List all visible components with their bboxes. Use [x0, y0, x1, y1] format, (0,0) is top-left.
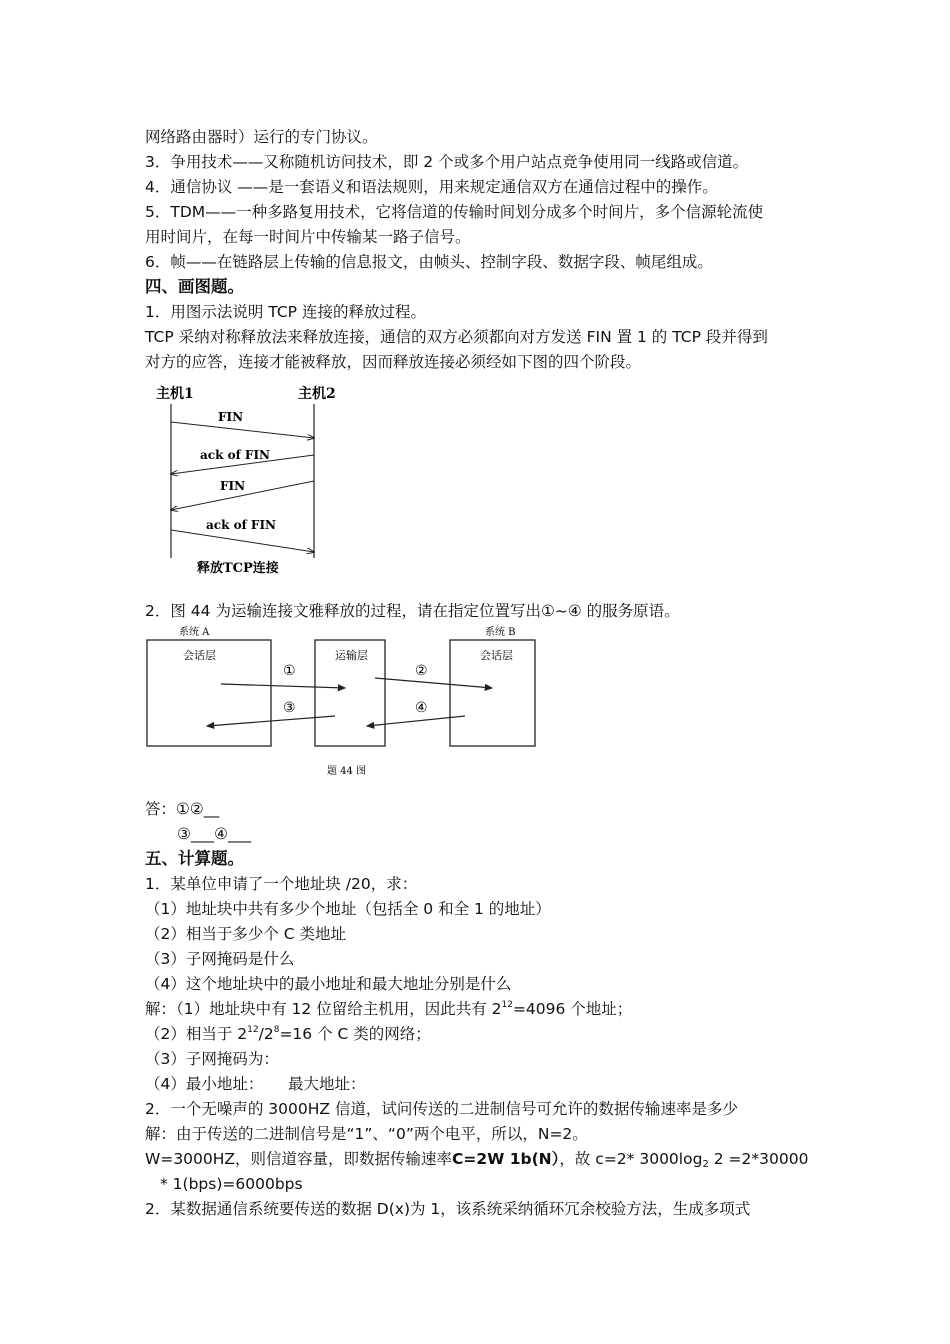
answer-line: 答：①②__ — [145, 800, 220, 818]
solution-line: 解：由于传送的二进制信号是“1”、“0”两个电平，所以，N=2。 — [145, 1125, 588, 1143]
host1-label: 主机1 — [156, 386, 194, 402]
primitive-3-marker: ③ — [283, 700, 296, 716]
question-text: （2）相当于多少个 C 类地址 — [145, 925, 347, 943]
arrow-primitive-2 — [375, 678, 492, 688]
msg-fin-2: FIN — [220, 479, 246, 493]
text-line: 网络路由器时）运行的专门协议。 — [145, 128, 378, 146]
primitive-4-marker: ④ — [415, 700, 428, 716]
solution-line: * 1(bps)=6000bps — [160, 1175, 303, 1193]
system-a-label: 系统 A — [179, 627, 210, 638]
figure-caption: 题 44 图 — [327, 766, 367, 777]
solution-line: （4）最小地址： 最大地址： — [145, 1075, 366, 1093]
question-text: 1．某单位申请了一个地址块 /20，求： — [145, 875, 418, 893]
answer-text: 对方的应答，连接才能被释放，因而释放连接必须经如下图的四个阶段。 — [145, 353, 642, 371]
session-layer-b-label: 会话层 — [480, 649, 513, 662]
question-text: 2．某数据通信系统要传送的数据 D(x)为 1，该系统采纳循环冗余校验方法，生成多项式 — [145, 1200, 751, 1218]
fig44-diagram — [145, 622, 545, 782]
msg-fin-1: FIN — [218, 410, 244, 424]
solution-line: （2）相当于 $2^{12}/2^8=16$ 个 C 类的网络； — [145, 1025, 431, 1043]
msg-ack-2: ack of FIN — [206, 518, 277, 532]
text-line: 用时间片，在每一时间片中传输某一路子信号。 — [145, 228, 471, 246]
solution-line: W=3000HZ，则信道容量，即数据传输速率C=2W 1b(N），故 c=2* $3000\log_2$ 2 =2*30000 — [145, 1150, 809, 1170]
question-text: 1．用图示法说明 TCP 连接的释放过程。 — [145, 303, 426, 321]
text-line: 4．通信协议 ——是一套语义和语法规则，用来规定通信双方在通信过程中的操作。 — [145, 178, 718, 196]
session-layer-a-label: 会话层 — [183, 649, 216, 662]
arrow-ack-2 — [171, 530, 314, 552]
text-line: 3．争用技术——又称随机访问技术，即 2 个或多个用户站点竞争使用同一线路或信道。 — [145, 153, 749, 171]
host2-label: 主机2 — [298, 386, 336, 402]
answer-text: TCP 采纳对称释放法来释放连接，通信的双方必须都向对方发送 FIN 置 1 的 TCP 段并得到 — [145, 328, 768, 346]
section-heading: 四、画图题。 — [145, 277, 244, 296]
question-text: 2．图 44 为运输连接文雅释放的过程，请在指定位置写出①~④ 的服务原语。 — [145, 602, 680, 620]
text-line: 6．帧——在链路层上传输的信息报文，由帧头、控制字段、数据字段、帧尾组成。 — [145, 253, 713, 271]
text-line: 5．TDM——一种多路复用技术，它将信道的传输时间划分成多个时间片，多个信源轮流使 — [145, 203, 764, 221]
arrow-fin-1 — [171, 422, 314, 438]
solution-line: 解：（1）地址块中有 12 位留给主机用，因此共有 $2^{12}=4096$ 个地址； — [145, 1000, 633, 1018]
transport-layer-label: 运输层 — [335, 649, 368, 662]
answer-line: ③___④___ — [177, 825, 252, 843]
section-heading: 五、计算题。 — [145, 849, 244, 868]
figure-caption: 释放TCP连接 — [197, 561, 279, 576]
tcp-release-diagram — [150, 380, 350, 580]
question-text: 2．一个无噪声的 3000HZ 信道，试问传送的二进制信号可允许的数据传输速率是多少 — [145, 1100, 738, 1118]
question-text: （4）这个地址块中的最小地址和最大地址分别是什么 — [145, 975, 512, 993]
question-text: （3）子网掩码是什么 — [145, 950, 295, 968]
system-b-label: 系统 B — [485, 627, 516, 638]
primitive-1-marker: ① — [283, 663, 296, 679]
solution-line: （3）子网掩码为： — [145, 1050, 279, 1068]
msg-ack-1: ack of FIN — [200, 448, 271, 462]
arrow-primitive-1 — [221, 684, 345, 688]
primitive-2-marker: ② — [415, 663, 428, 679]
question-text: （1）地址块中共有多少个地址（包括全 0 和全 1 的地址） — [145, 900, 551, 918]
